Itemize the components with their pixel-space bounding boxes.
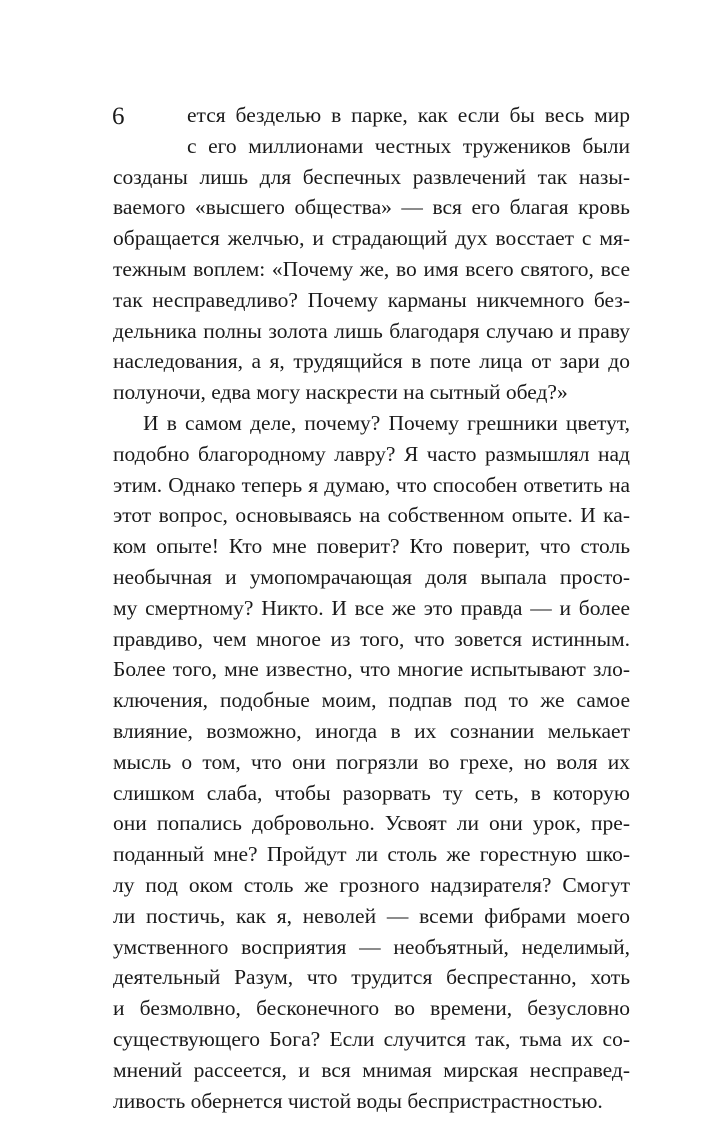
text-line: слишком слаба, чтобы разорвать ту сеть, в которую	[113, 780, 630, 805]
text-line: мысль о том, что они погрязли во грехе, но воля их	[113, 749, 630, 774]
text-line: полуночи, едва могу наскрести на сытный обед?»	[113, 380, 568, 405]
text-line: ли постичь, как я, неволей — всеми фибрами моего	[113, 903, 630, 928]
page-number: 6	[112, 103, 125, 130]
text-line: мнений рассеется, и вся мнимая мирская несправед-	[113, 1057, 630, 1082]
text-line: с его миллионами честных тружеников были	[187, 133, 630, 158]
text-line: подобно благородному лавру? Я часто размышлял над	[113, 441, 630, 466]
text-line: ется безделью в парке, как если бы весь мир	[187, 103, 630, 127]
text-line: умственного восприятия — необъятный, неделимый,	[113, 934, 630, 959]
text-line: ком опыте! Кто мне поверит? Кто поверит, что столь	[113, 534, 630, 559]
text-line: ливость обернется чистой воды беспристрастностью.	[113, 1088, 603, 1113]
text-line: деятельный Разум, что трудится беспрестанно, хоть	[113, 965, 630, 990]
text-line: созданы лишь для беспечных развлечений так назы-	[113, 164, 630, 189]
text-line: так несправедливо? Почему карманы никчемного без-	[113, 287, 630, 312]
text-line: существующего Бога? Если случится так, тьма их со-	[113, 1026, 630, 1051]
text-line: му смертному? Никто. И все же это правда — и более	[113, 595, 630, 620]
body-text	[113, 100, 630, 1116]
text-line: они попались добровольно. Усвоят ли они урок, пре-	[113, 811, 630, 836]
text-line: обращается желчью, и страдающий дух восстает с мя-	[113, 226, 630, 251]
text-line: этим. Однако теперь я думаю, что способен ответить на	[113, 472, 630, 497]
text-line: дельника полны золота лишь благодаря случаю и праву	[113, 318, 630, 343]
text-line: И в самом деле, почему? Почему грешники цветут,	[143, 410, 630, 435]
text-line: и безмолвно, бесконечного во времени, безусловно	[113, 996, 630, 1021]
text-line: ваемого «высшего общества» — вся его благая кровь	[113, 195, 630, 220]
text-line: влияние, возможно, иногда в их сознании мелькает	[113, 718, 630, 743]
text-line: ключения, подобные моим, подпав под то же самое	[113, 688, 630, 713]
text-line: Более того, мне известно, что многие испытывают зло-	[113, 657, 630, 682]
text-line: поданный мне? Пройдут ли столь же горестную шко-	[113, 842, 630, 867]
text-line: этот вопрос, основываясь на собственном опыте. И ка-	[113, 503, 630, 528]
text-line: наследования, а я, трудящийся в поте лица от зари до	[113, 349, 630, 374]
text-line: тежным воплем: «Почему же, во имя всего святого, все	[113, 256, 630, 281]
text-line: необычная и умопомрачающая доля выпала просто-	[113, 564, 630, 589]
text-line: лу под оком столь же грозного надзирателя? Смогут	[113, 872, 630, 897]
text-line: правдиво, чем многое из того, что зовется истинным.	[113, 626, 630, 651]
